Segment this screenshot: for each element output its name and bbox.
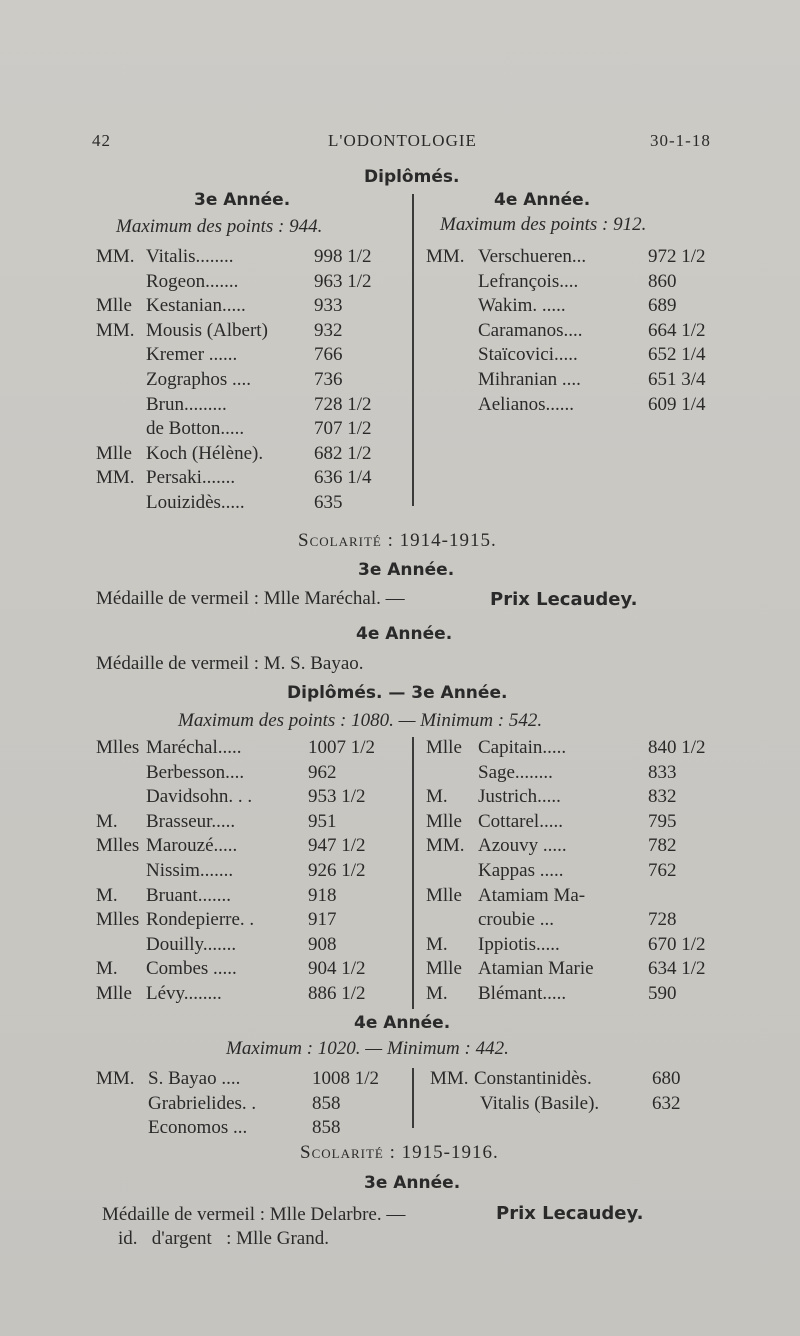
s1-year3-heading: 3e Année.	[358, 560, 455, 580]
person-name: Azouvy .....	[478, 835, 567, 857]
honorific: M.	[96, 958, 118, 980]
score: 728	[648, 909, 677, 931]
page-number: 42	[92, 131, 111, 150]
score: 840 1/2	[648, 737, 706, 758]
score: 795	[648, 810, 677, 832]
honorific: Mlle	[96, 295, 132, 317]
person-name: Capitain.....	[478, 737, 567, 758]
score: 609 1/4	[648, 393, 706, 415]
score: 636 1/4	[314, 467, 372, 489]
running-title: L'ODONTOLOGIE	[328, 131, 477, 150]
person-name: Rogeon.......	[146, 270, 239, 292]
honorific: M.	[426, 933, 448, 955]
score: 933	[314, 295, 343, 317]
score: 590	[648, 983, 677, 1004]
person-name: Ippiotis.....	[478, 933, 560, 955]
score: 651 3/4	[648, 369, 706, 390]
score: 908	[308, 933, 337, 955]
person-name: Cottarel.....	[478, 810, 563, 832]
person-name: Vitalis........	[146, 246, 234, 267]
honorific: Mlle	[426, 810, 462, 832]
person-name: Verschueren...	[478, 246, 587, 267]
honorific: MM.	[430, 1068, 469, 1089]
score: 918	[308, 884, 337, 906]
person-name: Marouzé.....	[146, 835, 238, 857]
person-name: Grabrielides. .	[148, 1092, 257, 1114]
score: 728 1/2	[314, 393, 372, 415]
score: 858	[312, 1092, 341, 1114]
honorific: Mlles	[96, 909, 140, 931]
honorific: M.	[426, 786, 448, 808]
score: 963 1/2	[314, 270, 372, 292]
person-name: Constantinidès.	[474, 1068, 592, 1089]
person-name: Justrich.....	[478, 786, 561, 808]
score: 926 1/2	[308, 860, 366, 881]
column-divider-2	[412, 737, 414, 1009]
score: 832	[648, 786, 677, 808]
dip2-heading: Diplômés. — 3e Année.	[287, 683, 508, 703]
issue-date: 30-1-18	[650, 131, 711, 150]
s2-year3-heading: 3e Année.	[364, 1173, 461, 1193]
person-name: Blémant.....	[478, 983, 567, 1004]
score: 680	[652, 1068, 681, 1089]
honorific: Mlle	[426, 884, 462, 906]
person-name: Vitalis (Basile).	[480, 1092, 600, 1114]
score: 682 1/2	[314, 442, 372, 464]
person-name: Sage........	[478, 761, 553, 783]
honorific: MM.	[426, 835, 465, 857]
honorific: Mlle	[96, 442, 132, 464]
person-name: Persaki.......	[146, 467, 236, 489]
person-name: Davidsohn. . .	[146, 786, 253, 808]
person-name: Kestanian.....	[146, 295, 246, 317]
s2-medal: Médaille de vermeil : Mlle Delarbre. —	[102, 1204, 406, 1225]
s2-argent: id. d'argent : Mlle Grand.	[118, 1228, 329, 1249]
diplomes-heading: Diplômés.	[364, 167, 460, 187]
score: 1008 1/2	[312, 1068, 380, 1089]
s2-prix: Prix Lecaudey.	[496, 1203, 644, 1224]
person-name: Wakim. .....	[478, 295, 566, 317]
score: 917	[308, 909, 337, 931]
honorific: MM.	[96, 467, 135, 489]
person-name: Kappas .....	[478, 860, 564, 881]
score: 972 1/2	[648, 246, 706, 267]
s1-year4-heading: 4e Année.	[356, 624, 453, 644]
score: 860	[648, 270, 677, 292]
dip3-max: Maximum : 1020. — Minimum : 442.	[226, 1038, 509, 1059]
person-name: Mousis (Albert)	[146, 319, 268, 341]
score: 886 1/2	[308, 983, 366, 1004]
person-name: Lévy........	[146, 983, 222, 1004]
column-divider	[412, 194, 414, 506]
score: 635	[314, 492, 343, 513]
score: 762	[648, 860, 677, 881]
score: 962	[308, 761, 337, 783]
score: 904 1/2	[308, 958, 366, 980]
column-divider-3	[412, 1068, 414, 1128]
person-name: Staïcovici.....	[478, 344, 578, 366]
honorific: MM.	[96, 1068, 135, 1089]
score: 689	[648, 295, 677, 317]
person-name: Caramanos....	[478, 319, 583, 341]
person-name: croubie ...	[478, 909, 554, 931]
person-name: Louizidès.....	[146, 492, 245, 513]
person-name: Atamian Marie	[478, 958, 594, 980]
max-points-4: Maximum des points : 912.	[440, 214, 647, 235]
max-points-3: Maximum des points : 944.	[116, 216, 323, 237]
honorific: M.	[96, 884, 118, 906]
dip3-heading: 4e Année.	[354, 1013, 451, 1033]
person-name: Zographos ....	[146, 369, 252, 390]
person-name: Brasseur.....	[146, 810, 236, 832]
score: 833	[648, 761, 677, 783]
person-name: S. Bayao ....	[148, 1068, 241, 1089]
honorific: Mlle	[426, 737, 462, 758]
person-name: Lefrançois....	[478, 270, 579, 292]
scolarite-1914: Scolarité : 1914-1915.	[298, 530, 497, 551]
honorific: Mlles	[96, 737, 140, 758]
honorific: Mlle	[426, 958, 462, 980]
score: 634 1/2	[648, 958, 706, 980]
honorific: M.	[426, 983, 448, 1004]
score: 951	[308, 810, 337, 832]
scolarite-1915: Scolarité : 1915-1916.	[300, 1142, 499, 1163]
year4-heading: 4e Année.	[494, 190, 591, 210]
score: 670 1/2	[648, 933, 706, 955]
person-name: Koch (Hélène).	[146, 442, 264, 464]
person-name: de Botton.....	[146, 418, 245, 440]
person-name: Bruant.......	[146, 884, 231, 906]
person-name: Maréchal.....	[146, 737, 242, 758]
honorific: M.	[96, 810, 118, 832]
year3-heading: 3e Année.	[194, 190, 291, 210]
person-name: Combes .....	[146, 958, 237, 980]
dip2-max: Maximum des points : 1080. — Minimum : 542.	[178, 710, 543, 731]
person-name: Brun.........	[146, 393, 227, 415]
honorific: MM.	[96, 246, 135, 267]
honorific: MM.	[426, 246, 465, 267]
score: 1007 1/2	[308, 737, 376, 758]
honorific: Mlle	[96, 983, 132, 1004]
score: 782	[648, 835, 677, 857]
score: 953 1/2	[308, 786, 366, 808]
s1-medal-3: Médaille de vermeil : Mlle Maréchal. —	[96, 588, 405, 609]
score: 858	[312, 1117, 341, 1139]
score: 932	[314, 319, 343, 341]
person-name: Economos ...	[148, 1117, 248, 1139]
honorific: Mlles	[96, 835, 140, 857]
score: 652 1/4	[648, 344, 706, 366]
person-name: Kremer ......	[146, 344, 238, 366]
person-name: Nissim.......	[146, 860, 234, 881]
score: 736	[314, 369, 343, 390]
score: 766	[314, 344, 343, 366]
score: 707 1/2	[314, 418, 372, 440]
person-name: Aelianos......	[478, 393, 575, 415]
score: 664 1/2	[648, 319, 706, 341]
person-name: Rondepierre. .	[146, 909, 255, 931]
person-name: Mihranian ....	[478, 369, 581, 390]
score: 632	[652, 1092, 681, 1114]
person-name: Berbesson....	[146, 761, 245, 783]
person-name: Douilly.......	[146, 933, 237, 955]
person-name: Atamiam Ma-	[478, 884, 586, 906]
s1-prix-3: Prix Lecaudey.	[490, 589, 638, 610]
honorific: MM.	[96, 319, 135, 341]
s1-medal-4: Médaille de vermeil : M. S. Bayao.	[96, 653, 364, 674]
score: 998 1/2	[314, 246, 372, 267]
score: 947 1/2	[308, 835, 366, 857]
